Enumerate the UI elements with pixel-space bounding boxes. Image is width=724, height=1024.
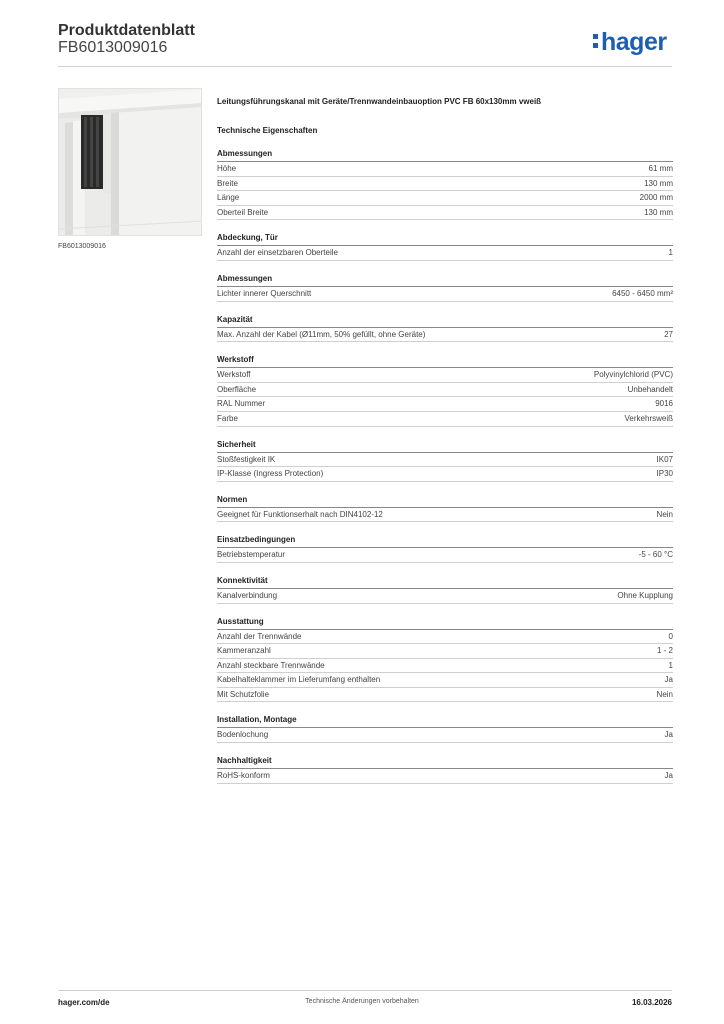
section-title: Einsatzbedingungen (217, 534, 673, 548)
spec-row (217, 412, 673, 427)
spec-row (217, 177, 673, 192)
product-image (58, 88, 202, 236)
spec-value: Ja (664, 675, 673, 685)
header-divider (58, 66, 672, 67)
spec-label: Kabelhalteklammer im Lieferumfang enthalten (217, 675, 381, 685)
spec-label: Werkstoff (217, 370, 251, 380)
spec-section (217, 616, 673, 703)
spec-content (217, 96, 673, 796)
spec-row (217, 397, 673, 412)
spec-value: Nein (656, 509, 673, 519)
spec-row (217, 467, 673, 482)
brand-name: hager (601, 28, 667, 56)
spec-label: Max. Anzahl der Kabel (Ø11mm, 50% gefüllt, ohne Geräte) (217, 329, 426, 339)
spec-row (217, 368, 673, 383)
spec-row (217, 769, 673, 784)
footer-divider (58, 990, 672, 991)
spec-label: Kammeranzahl (217, 646, 271, 656)
spec-label: Anzahl der einsetzbaren Oberteile (217, 248, 338, 258)
hager-logo[interactable] (593, 28, 667, 57)
spec-value: Nein (656, 689, 673, 699)
spec-value: 27 (664, 329, 673, 339)
spec-value: 130 mm (644, 207, 673, 217)
spec-section (217, 494, 673, 523)
product-title: Leitungsführungskanal mit Geräte/Trennwandeinbauoption PVC FB 60x130mm vweiß (217, 97, 542, 106)
spec-value: Verkehrsweiß (624, 413, 673, 423)
spec-value: 6450 - 6450 mm² (612, 288, 673, 298)
spec-section (217, 439, 673, 482)
spec-row (217, 630, 673, 645)
spec-label: RAL Nummer (217, 399, 266, 409)
spec-label: Lichter innerer Querschnitt (217, 288, 312, 298)
spec-row (217, 548, 673, 563)
spec-row (217, 728, 673, 743)
section-title: Ausstattung (217, 616, 673, 630)
footer-disclaimer: Technische Änderungen vorbehalten (305, 998, 419, 1005)
spec-section (217, 273, 673, 302)
spec-value: 0 (668, 631, 673, 641)
spec-row (217, 162, 673, 177)
spec-label: Oberteil Breite (217, 207, 269, 217)
spec-row (217, 508, 673, 523)
section-title: Abdeckung, Tür (217, 232, 673, 246)
spec-value: Ja (664, 771, 673, 781)
spec-section (217, 714, 673, 743)
tech-properties-heading: Technische Eigenschaften (217, 126, 318, 135)
spec-label: Bodenlochung (217, 730, 269, 740)
spec-section (217, 575, 673, 604)
spec-row (217, 659, 673, 674)
spec-label: Mit Schutzfolie (217, 689, 270, 699)
spec-value: IP30 (656, 469, 673, 479)
section-title: Kapazität (217, 314, 673, 328)
spec-value: 1 (668, 248, 673, 258)
spec-value: 9016 (655, 399, 673, 409)
spec-row (217, 688, 673, 703)
spec-label: Stoßfestigkeit IK (217, 454, 276, 464)
footer-date: 16.03.2026 (631, 998, 672, 1007)
spec-row (217, 383, 673, 398)
spec-value: 1 (668, 660, 673, 670)
spec-row (217, 673, 673, 688)
spec-label: Farbe (217, 413, 238, 423)
spec-label: Anzahl der Trennwände (217, 631, 302, 641)
spec-sections (217, 148, 673, 784)
spec-value: 130 mm (644, 178, 673, 188)
spec-value: 1 - 2 (656, 646, 673, 656)
footer-website-link[interactable]: hager.com/de (58, 998, 110, 1007)
page-title: Produktdatenblatt (58, 22, 195, 39)
spec-label: Höhe (217, 164, 237, 173)
spec-row (217, 644, 673, 659)
section-title: Nachhaltigkeit (217, 755, 673, 769)
section-title: Sicherheit (217, 439, 673, 453)
spec-value: Ja (664, 730, 673, 740)
spec-row (217, 191, 673, 206)
spec-label: RoHS-konform (217, 771, 270, 781)
section-title: Werkstoff (217, 354, 673, 368)
spec-value: 2000 mm (639, 193, 673, 203)
spec-row (217, 287, 673, 302)
spec-row (217, 246, 673, 261)
spec-section (217, 755, 673, 784)
spec-section (217, 354, 673, 426)
spec-label: Anzahl steckbare Trennwände (217, 660, 325, 670)
spec-value: IK07 (656, 454, 673, 464)
spec-label: Geeignet für Funktionserhalt nach DIN4102-12 (217, 509, 383, 519)
spec-value: 61 mm (648, 164, 673, 173)
spec-label: Länge (217, 193, 240, 203)
spec-section (217, 314, 673, 343)
cable-duct-illustration (59, 89, 202, 236)
section-title: Abmessungen (217, 273, 673, 287)
spec-value: Polyvinylchlorid (PVC) (593, 370, 673, 380)
spec-label: Kanalverbindung (217, 590, 278, 600)
section-title: Konnektivität (217, 575, 673, 589)
spec-label: Betriebstemperatur (217, 550, 286, 560)
section-title: Normen (217, 494, 673, 508)
section-title: Installation, Montage (217, 714, 673, 728)
spec-value: Ohne Kupplung (617, 590, 673, 600)
spec-section (217, 148, 673, 220)
spec-label: Breite (217, 178, 238, 188)
spec-row (217, 453, 673, 468)
spec-value: Unbehandelt (627, 384, 673, 394)
spec-row (217, 206, 673, 221)
spec-label: Oberfläche (217, 384, 257, 394)
spec-row (217, 328, 673, 343)
logo-dots-icon (593, 28, 598, 50)
article-number: FB6013009016 (58, 39, 168, 56)
image-caption: FB6013009016 (58, 243, 106, 250)
section-title: Abmessungen (217, 148, 673, 162)
spec-section (217, 232, 673, 261)
spec-section (217, 534, 673, 563)
spec-value: -5 - 60 °C (638, 550, 673, 560)
spec-label: IP-Klasse (Ingress Protection) (217, 469, 324, 479)
spec-row (217, 589, 673, 604)
